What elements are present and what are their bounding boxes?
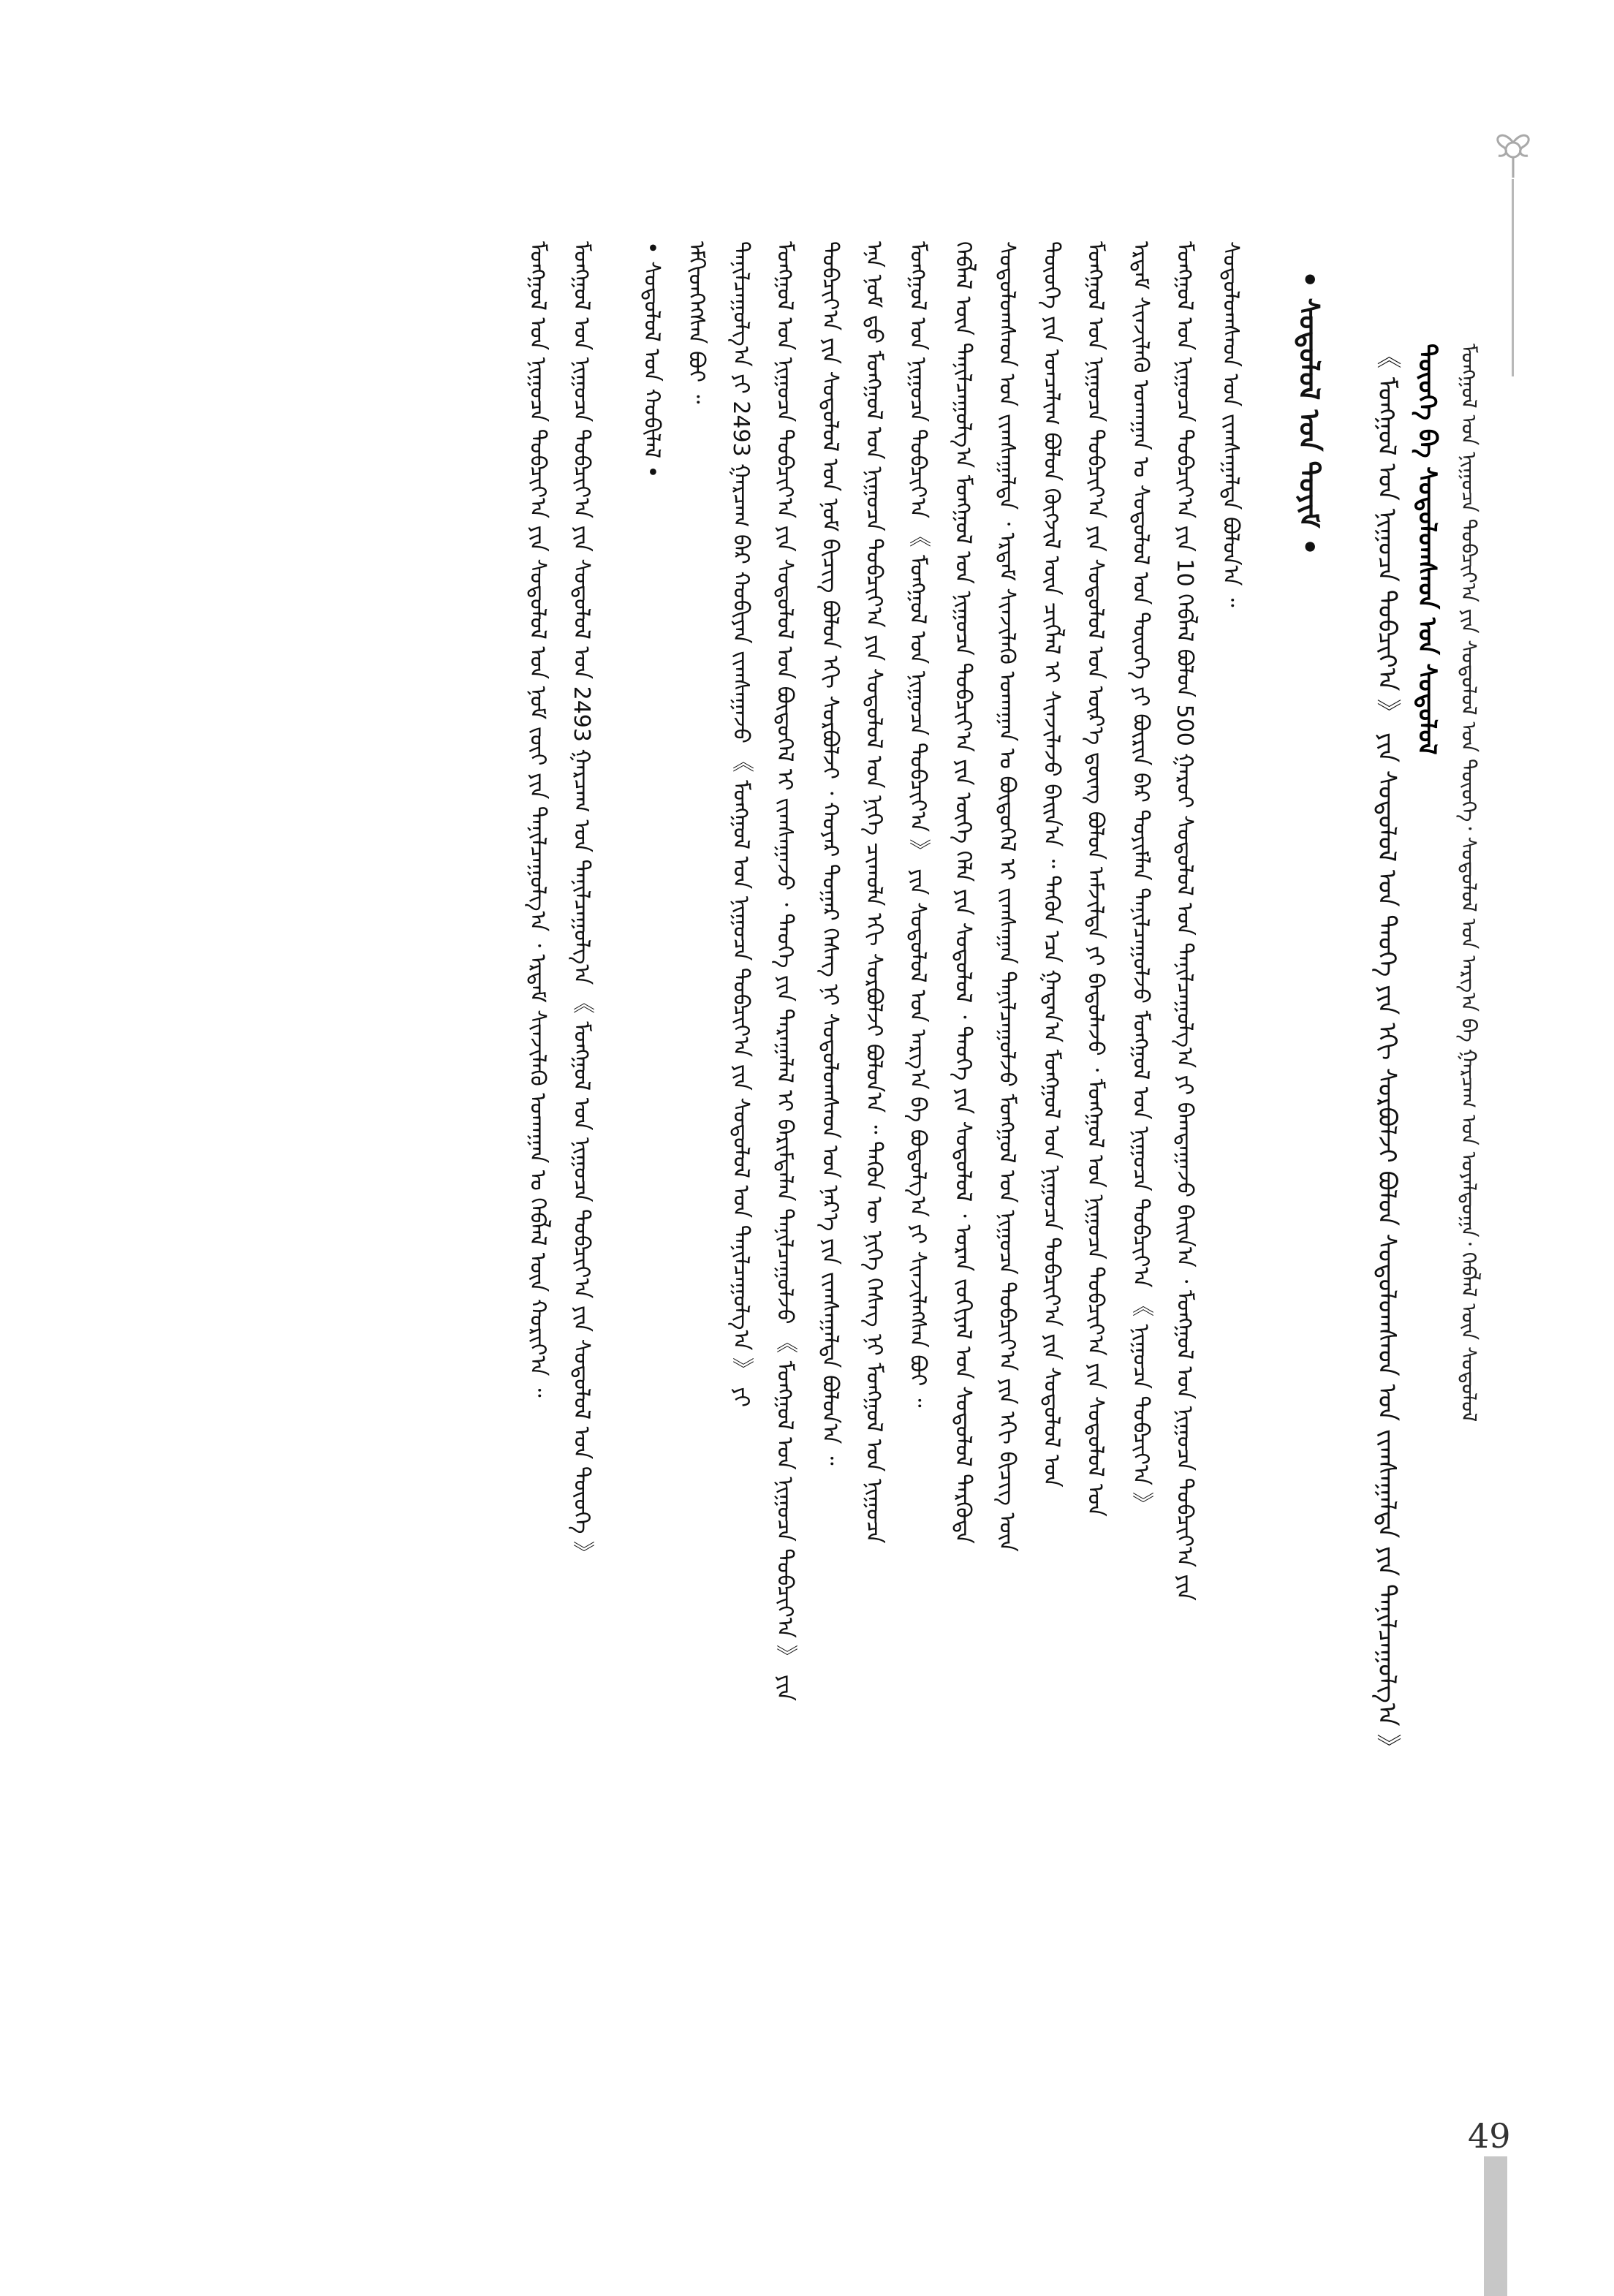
- body-column-5: ᠮᠣᠩᠭᠣᠯ ᠤᠨ ᠨᠢᠭᠤᠴᠠ ᠲᠣᠪᠴᠢᠶ᠎ᠠ ᠶᠢᠨ ᠰᠤᠳᠤᠯᠤᠯ ᠤᠨ ᠦᠷ᠎ᠡ ᠳ᠋ᠦᠩ ᠪᠣᠯᠤᠨ ᠠᠮᠵᠢᠯᠲᠠ ᠶᠢ ᠪᠠᠲᠤᠯᠠᠵᠤ ᠂ ᠮᠣᠩᠭᠣᠯ ᠤᠨ ᠨᠢᠭᠤᠴᠠ ᠲᠣᠪᠴᠢᠶ᠎ᠠ ᠶᠢᠨ ᠰᠤᠳᠤᠯᠤᠯ ᠤᠨ: [1083, 241, 1108, 1517]
- body-column-13: ᠲᠠᠨᠢᠯᠴᠠᠭᠤᠯᠭ᠎ᠠ ᠶᠢ 2493 ᠭᠠᠷᠴᠠᠭ ᠪᠠᠷ ᠬᠤᠪᠢᠶᠠᠨ ᠵᠢᠭᠰᠠᠭᠠᠵᠤ 《 ᠮᠣᠩᠭᠣᠯ ᠤᠨ ᠨᠢᠭᠤᠴᠠ ᠲᠣᠪᠴᠢᠶ᠎ᠠ ᠶᠢᠨ ᠰᠤᠳᠤᠯᠤᠯ ᠤᠨ ᠲᠠᠨᠢᠯᠴᠠᠭᠤᠯᠭ᠎ᠠ 》 ᠶᠢ: [728, 241, 754, 1408]
- body-column-9: ᠮᠣᠩᠭᠣᠯ ᠤᠨ ᠨᠢᠭᠤᠴᠠ ᠲᠣᠪᠴᠢᠶ᠎ᠠ 《 ᠮᠣᠩᠭᠣᠯ ᠤᠨ ᠨᠢᠭᠤᠴᠠ ᠲᠣᠪᠴᠢᠶ᠎ᠠ 》 ᠶᠢᠨ ᠰᠤᠳᠤᠯᠤᠯ ᠤᠨ ᠠᠷᠭ᠎ᠠ ᠪᠠ ᠪᠣᠳᠤᠯᠭ᠎ᠠ ᠶᠢ ᠰᠢᠨᠵᠢᠯᠡᠭᠰᠡᠨ ᠪᠤᠢ ᠃: [905, 241, 931, 1408]
- body-column-17: ᠮᠣᠩᠭᠣᠯ ᠤᠨ ᠨᠢᠭᠤᠴᠠ ᠲᠣᠪᠴᠢᠶ᠎ᠠ ᠶᠢᠨ ᠰᠤᠳᠤᠯᠤᠯ ᠤᠨ ᠨᠣᠮ ᠵᠦᠢ ᠶᠢᠨ ᠲᠠᠨᠢᠯᠴᠠᠭᠤᠯᠭ᠎ᠠ ᠂ ᠡᠷᠳᠡᠮ ᠰᠢᠨᠵᠢᠯᠡᠬᠦ ᠤᠬᠠᠭᠠᠨ ᠤ ᠬᠡᠪᠯᠡᠯ ᠦᠨ ᠬᠣᠷᠢᠶ᠎ᠠ ᠃: [525, 241, 550, 1398]
- header-rule: [1512, 179, 1514, 376]
- page-edge-tab: [1484, 2156, 1507, 2296]
- body-column-6: ᠲᠦᠦᠬᠡ ᠶᠢᠨ ᠣᠨᠴᠠᠯᠢᠭ ᠪᠣᠯᠤᠨ ᠬᠦᠭᠵᠢᠯ ᠦᠨ ᠴᠢᠭᠯᠡᠯ ᠢ ᠰᠢᠨᠵᠢᠯᠡᠵᠦ ᠪᠠᠢᠨ᠎ᠠ ᠃ ᠲᠡᠭᠦᠨ ᠡᠴᠡ ᠭᠠᠳᠠᠨ᠎ᠠ ᠮᠣᠩᠭᠣᠯ ᠤᠨ ᠨᠢᠭᠤᠴᠠ ᠲᠣᠪᠴᠢᠶ᠎ᠠ ᠶᠢᠨ ᠰᠤᠳᠤᠯᠤᠯ ᠤᠨ: [1039, 241, 1064, 1488]
- body-column-2: ᠰᠤᠳᠤᠯᠤᠭᠰᠠᠳ ᠤᠨ ᠵᠢᠭᠰᠠᠭᠠᠯᠲᠠ ᠪᠣᠯᠤᠨ᠎ᠠ ᠃: [1218, 241, 1243, 607]
- page-number: 49: [1468, 2116, 1511, 2156]
- body-column-7: ᠰᠤᠳᠤᠯᠤᠭᠰᠠᠳ ᠤᠨ ᠵᠢᠭᠰᠠᠭᠠᠯᠲᠠ ᠂ ᠡᠷᠳᠡᠮ ᠰᠢᠨᠵᠢᠯᠡᠬᠦ ᠤᠬᠠᠭᠠᠨ ᠤ ᠪᠦᠲᠦᠭᠡᠯ ᠢ ᠵᠢᠭᠰᠠᠭᠠᠨ ᠲᠠᠨᠢᠯᠴᠠᠭᠤᠯᠵᠤ ᠮᠣᠩᠭᠣᠯ ᠤᠨ ᠨᠢᠭᠤᠴᠠ ᠲᠣᠪᠴᠢᠶ᠎ᠠ ᠶᠢᠨ ᠡᠬᠢ ᠪᠢᠴᠢᠭ ᠦᠨ: [994, 241, 1020, 1552]
- body-column-11: ᠲᠣᠪᠴᠢᠶ᠎ᠠ ᠶᠢᠨ ᠰᠤᠳᠤᠯᠤᠯ ᠤᠨ ᠨᠣᠮ ᠪᠢᠴᠢᠭ ᠪᠣᠯᠤᠨ ᠡᠬᠢ ᠰᠤᠷᠪᠤᠯᠵᠢ ᠂ ᠬᠣᠶᠠᠷ ᠳᠤᠭᠠᠷ ᠬᠡᠰᠡᠭ ᠨᠢ ᠰᠤᠳᠤᠯᠤᠭᠰᠠᠳ ᠤᠨ ᠨᠡᠷ᠎ᠡ ᠶᠢᠨ ᠵᠢᠭᠰᠠᠭᠠᠯᠲᠠ ᠪᠣᠯᠤᠨ᠎ᠠ ᠃: [817, 241, 843, 1466]
- body-column-16: ᠮᠣᠩᠭᠣᠯ ᠤᠨ ᠨᠢᠭᠤᠴᠠ ᠲᠣᠪᠴᠢᠶ᠎ᠠ ᠶᠢᠨ ᠰᠤᠳᠤᠯᠤᠯ ᠤᠨ 2493 ᠭᠠᠷᠴᠠᠭ ᠤᠨ ᠲᠠᠨᠢᠯᠴᠠᠭᠤᠯᠭ᠎ᠠ 《 ᠮᠣᠩᠭᠣᠯ ᠤᠨ ᠨᠢᠭᠤᠴᠠ ᠲᠣᠪᠴᠢᠶ᠎ᠠ ᠶᠢᠨ ᠰᠤᠳᠤᠯᠤᠯ ᠤᠨ ᠲᠦᠦᠬᠡ 》: [569, 241, 594, 1564]
- body-column-12: ᠮᠣᠩᠭᠣᠯ ᠤᠨ ᠨᠢᠭᠤᠴᠠ ᠲᠣᠪᠴᠢᠶ᠎ᠠ ᠶᠢᠨ ᠰᠤᠳᠤᠯᠤᠯ ᠤᠨ ᠪᠦᠲᠦᠭᠡᠯ ᠢ ᠵᠢᠭᠰᠠᠭᠠᠵᠤ ᠂ ᠲᠡᠦᠬᠡ ᠶᠢᠨ ᠳᠠᠷᠠᠭᠠᠯᠠᠯ ᠢ ᠪᠠᠷᠢᠮᠲᠠᠯᠠᠨ ᠲᠠᠨᠢᠯᠴᠠᠭᠤᠯᠵᠤ 《 ᠮᠣᠩᠭᠣᠯ ᠤᠨ ᠨᠢᠭᠤᠴᠠ ᠲᠣᠪᠴᠢᠶ᠎ᠠ 》 ᠶᠢᠨ: [772, 241, 797, 1702]
- body-column-10: ᠡᠨᠡ ᠨᠣᠮ ᠳ᠋ᠤ ᠮᠣᠩᠭᠣᠯ ᠤᠨ ᠨᠢᠭᠤᠴᠠ ᠲᠣᠪᠴᠢᠶ᠎ᠠ ᠶᠢᠨ ᠰᠤᠳᠤᠯᠤᠯ ᠤᠨ ᠨᠢᠭᠡ ᠴᠢᠬᠤᠯᠠ ᠡᠬᠢ ᠰᠤᠷᠪᠤᠯᠵᠢ ᠪᠣᠯᠤᠨ᠎ᠠ ᠃ ᠲᠡᠭᠦᠨ ᠦ ᠨᠢᠭᠡ ᠬᠡᠰᠡᠭ ᠨᠢ ᠮᠣᠩᠭᠣᠯ ᠤᠨ ᠨᠢᠭᠤᠴᠠ: [861, 241, 887, 1544]
- body-column-3: ᠮᠣᠩᠭᠣᠯ ᠤᠨ ᠨᠢᠭᠤᠴᠠ ᠲᠣᠪᠴᠢᠶ᠎ᠠ ᠶᠢᠨ 10 ᠬᠡᠪᠯᠡᠯ ᠪᠣᠯᠤᠨ 500 ᠭᠠᠷᠤᠢ ᠰᠤᠳᠤᠯᠤᠯ ᠤᠨ ᠲᠠᠨᠢᠯᠴᠠᠭᠤᠯᠭ᠎ᠠ ᠶᠢ ᠪᠠᠭᠳᠠᠭᠠᠵᠤ ᠪᠠᠢᠨ᠎ᠠ ᠂ ᠮᠣᠩᠭᠣᠯ ᠤᠨ ᠨᠢᠭᠤᠴᠠ ᠲᠣᠪᠴᠢᠶ᠎ᠠ ᠶᠢᠨ: [1172, 241, 1197, 1601]
- running-header-line-1: ᠮᠣᠩᠭᠣᠯ ᠤᠨ ᠨᠢᠭᠤᠴᠠ ᠲᠣᠪᠴᠢᠶ᠎ᠠ ᠶᠢᠨ ᠰᠤᠳᠤᠯᠤᠯ ᠤᠨ ᠲᠦᠦᠬᠡ᠂ ᠰᠤᠳᠤᠯᠤᠯ ᠤᠨ ᠠᠷᠭ᠎ᠠ ᠪᠠ ᠭᠠᠷᠴᠠᠭ ᠤᠨ ᠤᠶᠠᠯᠳᠤᠭᠠ᠂ ᠬᠡᠪᠯᠡᠯ ᠦᠨ ᠰᠤᠳᠤᠯᠤᠯ: [1457, 344, 1481, 1422]
- body-column-4: ᠡᠷᠳᠡᠮ ᠰᠢᠨᠵᠢᠯᠡᠬᠦ ᠤᠬᠠᠭᠠᠨ ᠤ ᠰᠤᠳᠤᠯᠤᠯ ᠤᠨ ᠲᠦᠦᠬᠡ ᠶᠢ ᠪᠦᠷᠢᠨ ᠪᠠᠷ ᠲᠣᠶᠢᠮᠯᠠᠨ ᠲᠠᠨᠢᠯᠴᠠᠭᠤᠯᠵᠤ ᠮᠣᠩᠭᠣᠯ ᠤᠨ ᠨᠢᠭᠤᠴᠠ ᠲᠣᠪᠴᠢᠶ᠎ᠠ 《 ᠨᠢᠭᠤᠴᠠ ᠲᠣᠪᠴᠢᠶ᠎ᠠ 》: [1128, 241, 1153, 1515]
- body-column-15: • ᠰᠤᠳᠤᠯᠤᠯ ᠤᠨ ᠬᠤᠪᠢᠯᠠᠯ •: [639, 241, 664, 479]
- body-column-14: ᠡᠮᠬᠢᠳᠬᠡᠭᠰᠡᠨ ᠪᠤᠢ ᠃: [683, 241, 709, 404]
- body-column-8: ᠬᠡᠪᠯᠡᠯ ᠦᠨ ᠲᠠᠨᠢᠯᠴᠠᠭᠤᠯᠭ᠎ᠠ ᠮᠣᠩᠭᠣᠯ ᠤᠨ ᠨᠢᠭᠤᠴᠠ ᠲᠣᠪᠴᠢᠶ᠎ᠠ ᠶᠢᠨ ᠦᠭᠡ ᠬᠡᠯᠡ ᠶᠢᠨ ᠰᠤᠳᠤᠯᠤᠯ ᠂ ᠲᠡᠦᠬᠡ ᠶᠢᠨ ᠰᠤᠳᠤᠯᠤᠯ ᠂ ᠤᠷᠠᠨ ᠵᠣᠬᠢᠶᠠᠯ ᠤᠨ ᠰᠤᠳᠤᠯᠤᠯ ᠲᠡᠷᠭᠦᠳᠡ: [950, 241, 976, 1544]
- running-header-line-2: ᠲᠦᠦᠬᠡ ᠪᠠ ᠰᠤᠳᠤᠯᠤᠭᠰᠠᠳ ᠤᠨ ᠰᠤᠳᠤᠯᠤᠯ: [1412, 344, 1441, 755]
- section-title-1: • ᠰᠤᠳᠤᠯᠤᠯ ᠤᠨ ᠲᠣᠶᠢᠮ •: [1293, 270, 1325, 556]
- body-column-1: 《 ᠮᠣᠩᠭᠣᠯ ᠤᠨ ᠨᠢᠭᠤᠴᠠ ᠲᠣᠪᠴᠢᠶ᠎ᠠ 》 ᠶᠢᠨ ᠰᠤᠳᠤᠯᠤᠯ ᠤᠨ ᠲᠡᠦᠬᠡ ᠶᠢᠨ ᠡᠬᠢ ᠰᠤᠷᠪᠤᠯᠵᠢ ᠪᠣᠯᠤᠨ ᠰᠤᠳᠤᠯᠤᠭᠰᠠᠳ ᠤᠨ ᠵᠢᠭᠰᠠᠭᠠᠯᠲᠠ ᠶᠢᠨ ᠲᠠᠨᠢᠯᠴᠠᠭᠤᠯᠭ᠎ᠠ 》: [1372, 344, 1401, 1759]
- header-ornament-icon: [1484, 121, 1542, 179]
